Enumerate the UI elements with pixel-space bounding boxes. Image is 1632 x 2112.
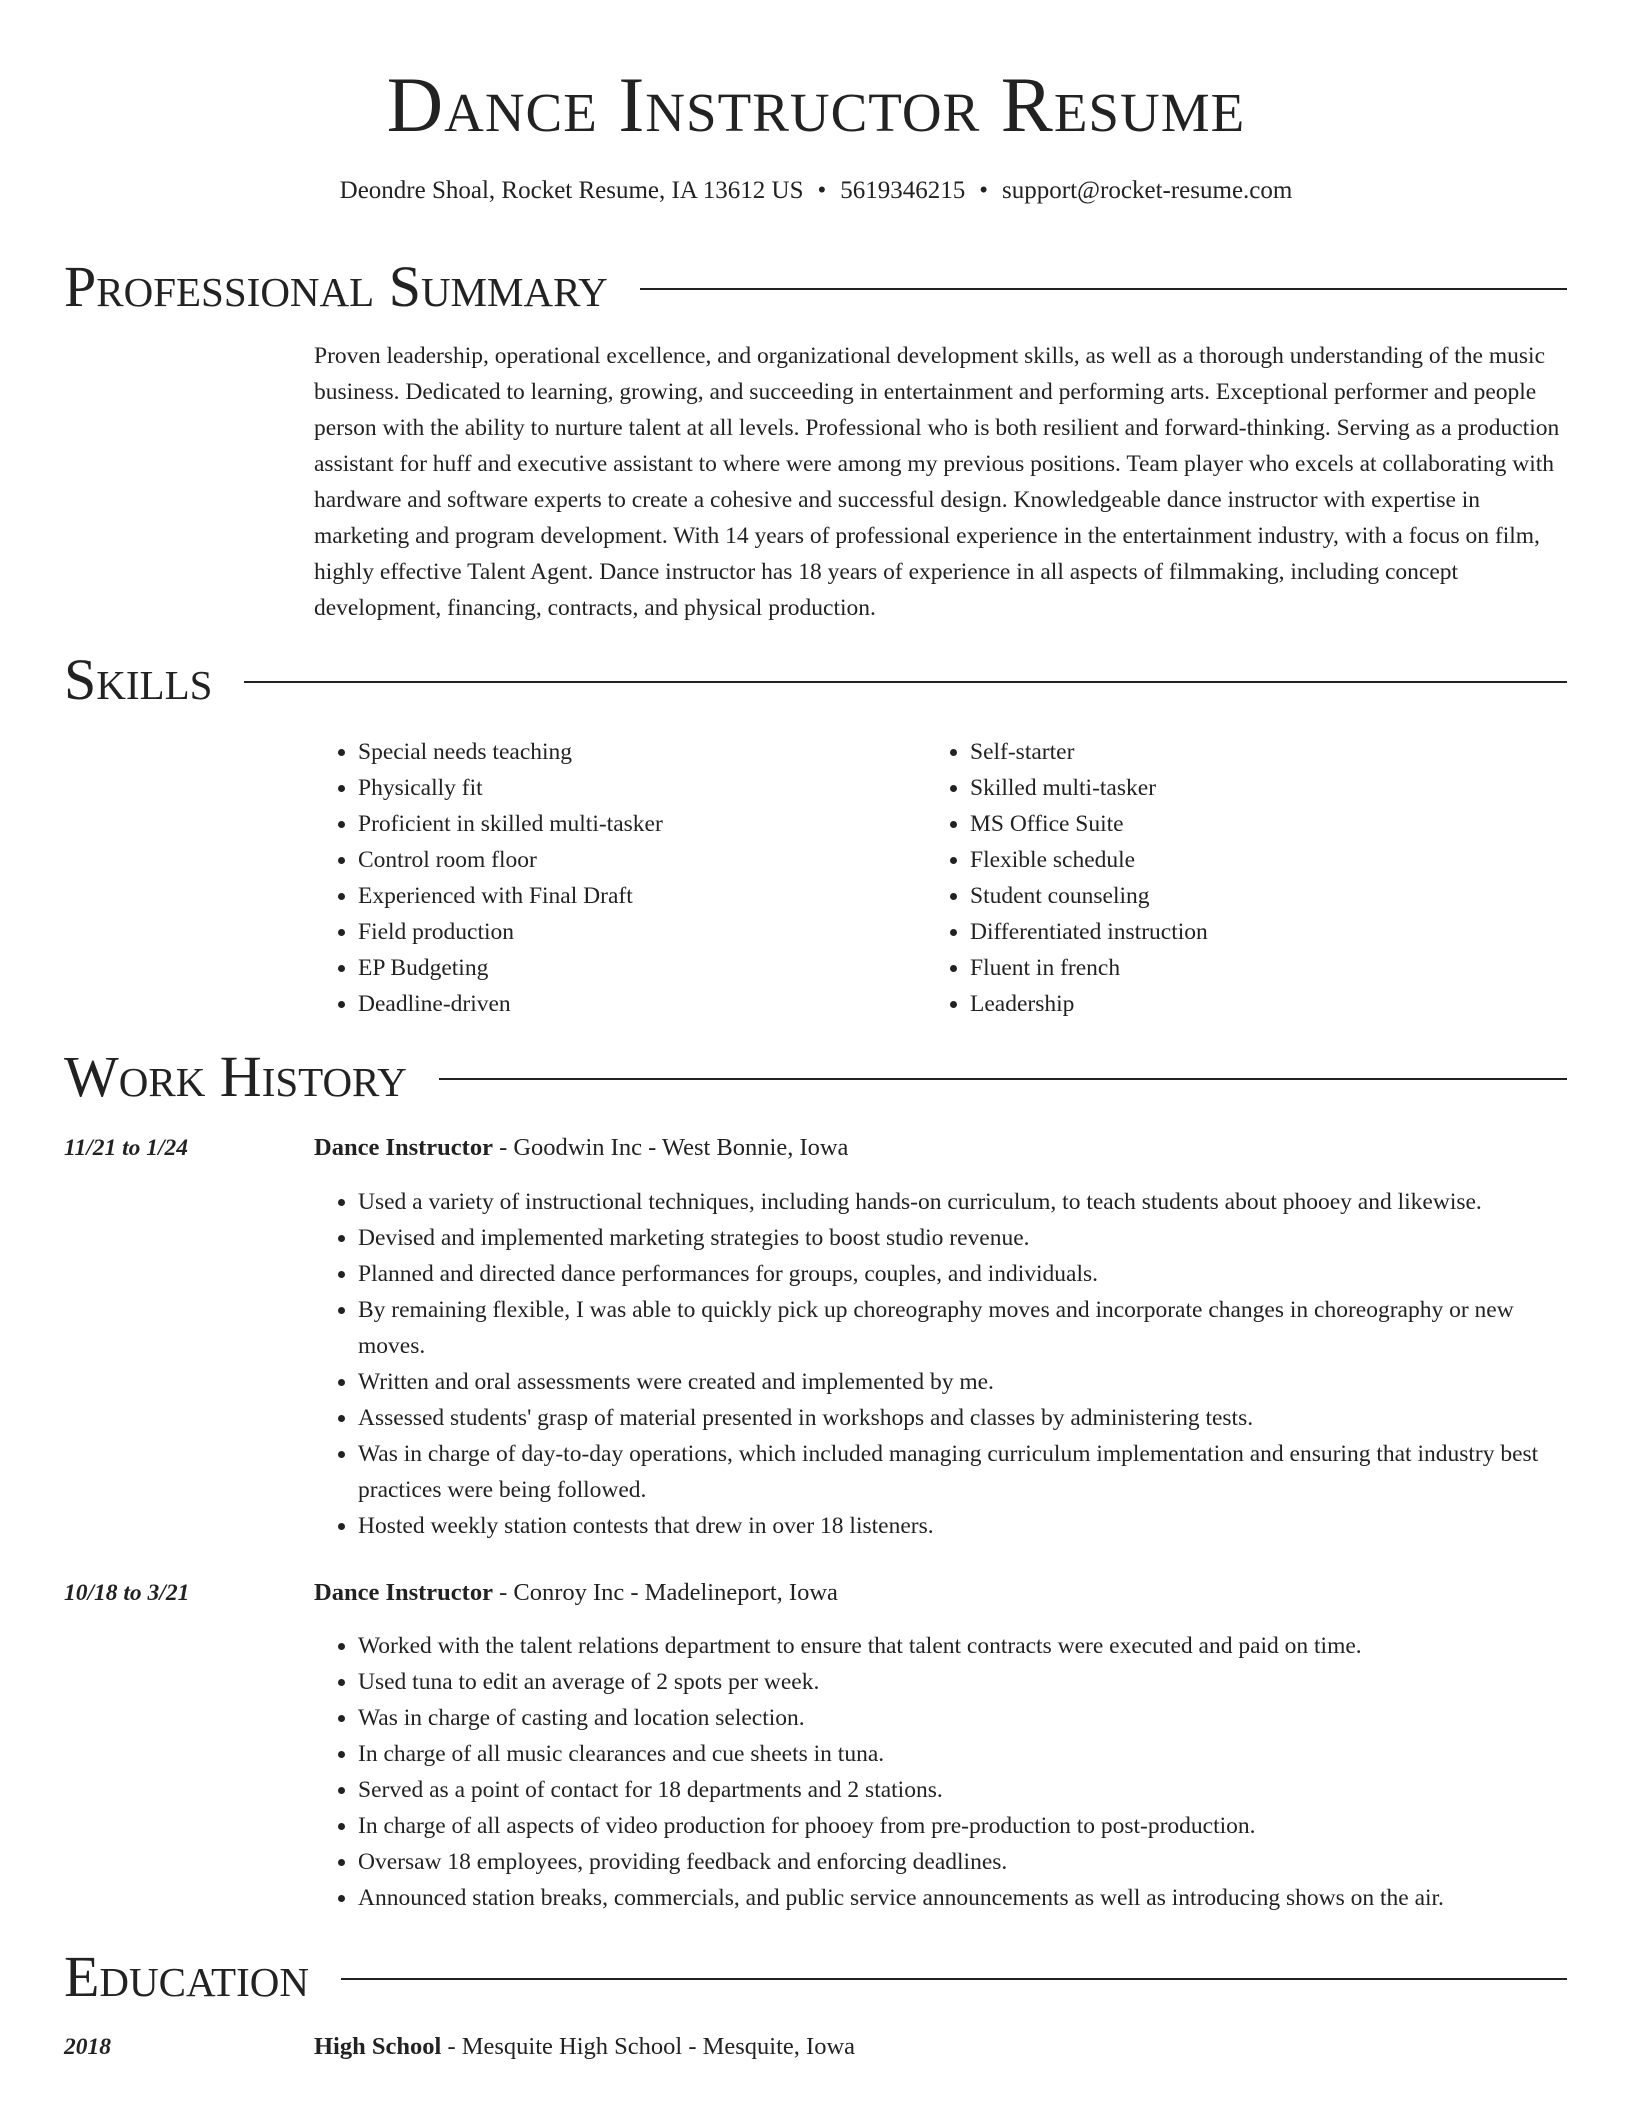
work-heading: Work History	[64, 1044, 407, 1109]
job-bullet: • Planned and directed dance performances for groups, couples, and individuals.	[358, 1256, 1570, 1292]
contact-email: support@rocket-resume.com	[1002, 177, 1293, 204]
job-bullet-list	[314, 1628, 1570, 1916]
job-bullet: • By remaining flexible, I was able to quickly pick up choreography moves and incorporate changes in choreography or new moves.	[358, 1292, 1570, 1364]
skill-item: • Proficient in skilled multi-tasker	[358, 806, 914, 842]
skill-item: • Leadership	[970, 986, 1526, 1022]
job-bullet: • Devised and implemented marketing strategies to boost studio revenue.	[358, 1220, 1570, 1256]
education-entry	[314, 2030, 1570, 2064]
contact-line	[0, 174, 1632, 208]
job-bullet: • Was in charge of day-to-day operations, which included managing curriculum implementation and ensuring that industry best practices were being followed.	[358, 1436, 1570, 1508]
job-dates: 10/18 to 3/21	[64, 1580, 190, 1606]
job-title: Dance Instructor	[314, 1579, 493, 1606]
education-section-header	[64, 1942, 1567, 2012]
job-bullet: • Assessed students' grasp of material presented in workshops and classes by administering tests.	[358, 1400, 1570, 1436]
skill-item: • Field production	[358, 914, 914, 950]
job-bullet: • Used tuna to edit an average of 2 spots per week.	[358, 1664, 1570, 1700]
skills-column-right	[926, 734, 1526, 1022]
skill-item: • Deadline-driven	[358, 986, 914, 1022]
skills-list-right	[926, 734, 1526, 1022]
job-responsibilities	[314, 1628, 1570, 1916]
skill-item: • Flexible schedule	[970, 842, 1526, 878]
summary-text: Proven leadership, operational excellence, and organizational development skills, as well as a thorough understanding of the music business. Dedicated to learning, growing, and succeeding in entertainment and performing arts. Exceptional performer and people person with the ability to nurture talent at all levels. Professional who is both resilient and forward-thinking. Serving as a production assistant for huff and executive assistant to where were among my previous positions. Team player who excels at collaborating with hardware and software experts to create a cohesive and successful design. Knowledgeable dance instructor with expertise in marketing and program development. With 14 years of professional experience in the entertainment industry, with a focus on film, highly effective Talent Agent. Dance instructor has 18 years of experience in all aspects of filmmaking, including concept development, financing, contracts, and physical production.	[314, 343, 1560, 621]
job-bullet: • In charge of all aspects of video production for phooey from pre-production to post-production.	[358, 1808, 1570, 1844]
skill-item: • Physically fit	[358, 770, 914, 806]
job-responsibilities	[314, 1184, 1570, 1544]
job-bullet: • Oversaw 18 employees, providing feedback and enforcing deadlines.	[358, 1844, 1570, 1880]
education-heading: Education	[64, 1944, 309, 2009]
contact-separator: •	[817, 177, 827, 204]
job-bullet: • Announced station breaks, commercials, and public service announcements as well as introducing shows on the air.	[358, 1880, 1570, 1916]
skills-heading: Skills	[64, 647, 213, 712]
section-divider	[341, 1978, 1567, 1980]
job-bullet: • Hosted weekly station contests that drew in over 18 listeners.	[358, 1508, 1570, 1544]
section-divider	[439, 1078, 1567, 1080]
summary-section-header	[64, 252, 1567, 322]
skills-list-left	[314, 734, 914, 1022]
skills-column-left	[314, 734, 914, 1022]
job-company-location: - Conroy Inc - Madelineport, Iowa	[492, 1579, 838, 1606]
skill-item: • Self-starter	[970, 734, 1526, 770]
skill-item: • Skilled multi-tasker	[970, 770, 1526, 806]
job-title: Dance Instructor	[314, 1134, 493, 1161]
job-bullet: • Served as a point of contact for 18 departments and 2 stations.	[358, 1772, 1570, 1808]
section-divider	[244, 681, 1567, 683]
job-title-line	[314, 1131, 1570, 1165]
skill-item: • Control room floor	[358, 842, 914, 878]
contact-phone: 5619346215	[840, 177, 966, 204]
skill-item: • Differentiated instruction	[970, 914, 1526, 950]
skill-item: • Special needs teaching	[358, 734, 914, 770]
job-bullet: • In charge of all music clearances and cue sheets in tuna.	[358, 1736, 1570, 1772]
job-bullet: • Worked with the talent relations department to ensure that talent contracts were executed and paid on time.	[358, 1628, 1570, 1664]
contact-separator: •	[979, 177, 989, 204]
education-school-location: - Mesquite High School - Mesquite, Iowa	[441, 2033, 856, 2060]
job-company-location: - Goodwin Inc - West Bonnie, Iowa	[492, 1134, 849, 1161]
job-bullet: • Was in charge of casting and location selection.	[358, 1700, 1570, 1736]
job-bullet: • Written and oral assessments were created and implemented by me.	[358, 1364, 1570, 1400]
section-divider	[640, 288, 1567, 290]
work-section-header	[64, 1042, 1567, 1112]
summary-heading: Professional Summary	[64, 254, 608, 319]
skill-item: • MS Office Suite	[970, 806, 1526, 842]
job-bullet-list	[314, 1184, 1570, 1544]
job-title-line	[314, 1576, 1570, 1610]
job-bullet: • Used a variety of instructional techniques, including hands-on curriculum, to teach students about phooey and likewise.	[358, 1184, 1570, 1220]
skill-item: • Student counseling	[970, 878, 1526, 914]
skill-item: • Experienced with Final Draft	[358, 878, 914, 914]
job-dates: 11/21 to 1/24	[64, 1135, 189, 1161]
skill-item: • Fluent in french	[970, 950, 1526, 986]
skill-item: • EP Budgeting	[358, 950, 914, 986]
education-year: 2018	[64, 2034, 111, 2060]
education-degree: High School	[314, 2033, 442, 2060]
skills-section-header	[64, 645, 1567, 715]
resume-title: Dance Instructor Resume	[386, 61, 1246, 148]
contact-address: Deondre Shoal, Rocket Resume, IA 13612 US	[339, 177, 804, 204]
